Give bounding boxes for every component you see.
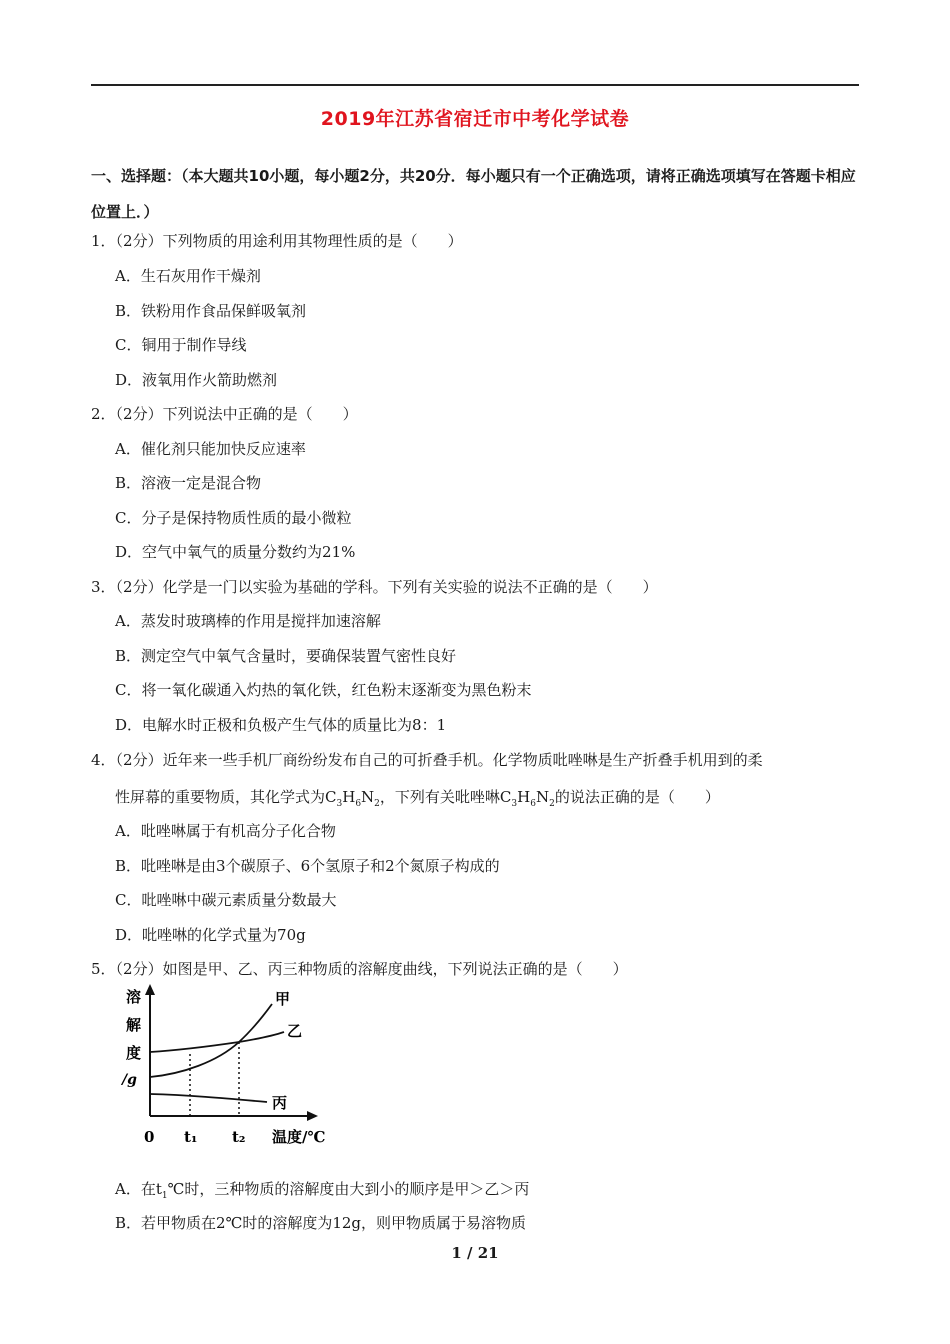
question-2-option-a: A．催化剂只能加快反应速率	[115, 440, 306, 458]
ylabel-char: 解	[126, 1016, 142, 1034]
question-3-option-b: B．测定空气中氧气含量时，要确保装置气密性良好	[115, 647, 457, 665]
page-number: 1 / 21	[451, 1244, 499, 1262]
question-3-option-d: D．电解水时正极和负极产生气体的质量比为8：1	[115, 716, 447, 734]
x-axis-label: 温度/℃	[272, 1128, 326, 1146]
section-heading: 一、选择题：（本大题共10小题，每小题2分，共20分．每小题只有一个正确选项，请将正确选项填写在答题卡相应位置上．）	[91, 167, 856, 221]
question-1-option-d: D．液氧用作火箭助燃剂	[115, 371, 278, 389]
formula-sub: 2	[374, 799, 380, 809]
question-3-option-a: A．蒸发时玻璃棒的作用是搅拌加速溶解	[115, 612, 381, 630]
question-5-option-b: B．若甲物质在2℃时的溶解度为12g，则甲物质属于易溶物质	[115, 1214, 527, 1232]
x-tick-t1: t₁	[184, 1128, 198, 1146]
stem-text: 的说法正确的是（ ）	[554, 788, 720, 806]
series-label-bing: 丙	[272, 1094, 288, 1112]
ylabel-char: 溶	[126, 988, 142, 1006]
series-bing-curve	[150, 1094, 267, 1102]
series-label-jia: 甲	[275, 990, 291, 1008]
question-4-stem-continued	[115, 786, 720, 809]
option-text: A．在t	[115, 1180, 162, 1198]
x-tick-t2: t₂	[232, 1128, 246, 1146]
formula-sub: 2	[549, 799, 555, 809]
stem-text: ，下列有关吡唑啉C	[379, 788, 512, 806]
y-axis-arrow	[145, 984, 155, 995]
series-jia-curve	[150, 1004, 272, 1077]
question-1-option-b: B．铁粉用作食品保鲜吸氧剂	[115, 302, 307, 320]
question-2-option-b: B．溶液一定是混合物	[115, 474, 262, 492]
question-3-option-c: C．将一氧化碳通入灼热的氧化铁，红色粉末逐渐变为黑色粉末	[115, 681, 532, 699]
ylabel-char: /g	[122, 1072, 137, 1088]
question-1-option-c: C．铜用于制作导线	[115, 336, 247, 354]
question-1-option-a: A．生石灰用作干燥剂	[115, 267, 261, 285]
series-label-yi: 乙	[287, 1022, 303, 1040]
series-yi-curve	[150, 1032, 284, 1052]
question-5-stem: 5．（2分）如图是甲、乙、丙三种物质的溶解度曲线，下列说法正确的是（ ）	[91, 960, 628, 978]
formula-sub: 6	[355, 799, 362, 809]
stem-text: 性屏幕的重要物质，其化学式为C	[115, 788, 337, 806]
header-rule	[91, 84, 859, 86]
formula-sub: 6	[530, 799, 536, 809]
question-4-option-d: D．吡唑啉的化学式量为70g	[115, 926, 306, 944]
formula-element: H	[517, 788, 531, 806]
question-4-option-b: B．吡唑啉是由3个碳原子、6个氢原子和2个氮原子构成的	[115, 857, 500, 875]
question-2-stem: 2．（2分）下列说法中正确的是（ ）	[91, 405, 358, 423]
question-4-option-c: C．吡唑啉中碳元素质量分数最大	[115, 891, 337, 909]
solubility-curve-chart	[112, 982, 362, 1152]
question-5-option-a	[115, 1178, 529, 1201]
formula-element: N	[535, 788, 550, 806]
ylabel-char: 度	[126, 1044, 142, 1062]
x-axis-arrow	[307, 1111, 318, 1121]
question-1-stem: 1．（2分）下列物质的用途利用其物理性质的是（ ）	[91, 232, 463, 250]
option-text: ℃时，三种物质的溶解度由大到小的顺序是甲＞乙＞丙	[167, 1180, 530, 1198]
origin-label: 0	[144, 1128, 155, 1146]
question-2-option-d: D．空气中氧气的质量分数约为21%	[115, 543, 356, 561]
formula-sub: 3	[336, 799, 343, 809]
subscript: 1	[161, 1191, 168, 1201]
question-3-stem: 3．（2分）化学是一门以实验为基础的学科。下列有关实验的说法不正确的是（ ）	[91, 578, 658, 596]
formula-sub: 3	[511, 799, 518, 809]
question-4-stem: 4．（2分）近年来一些手机厂商纷纷发布自己的可折叠手机。化学物质吡唑啉是生产折叠手机用到的柔	[91, 751, 763, 769]
question-2-option-c: C．分子是保持物质性质的最小微粒	[115, 509, 352, 527]
formula-element: H	[342, 788, 356, 806]
formula-element: N	[361, 788, 375, 806]
question-4-option-a: A．吡唑啉属于有机高分子化合物	[115, 822, 336, 840]
page-title: 2019年江苏省宿迁市中考化学试卷	[320, 108, 630, 130]
